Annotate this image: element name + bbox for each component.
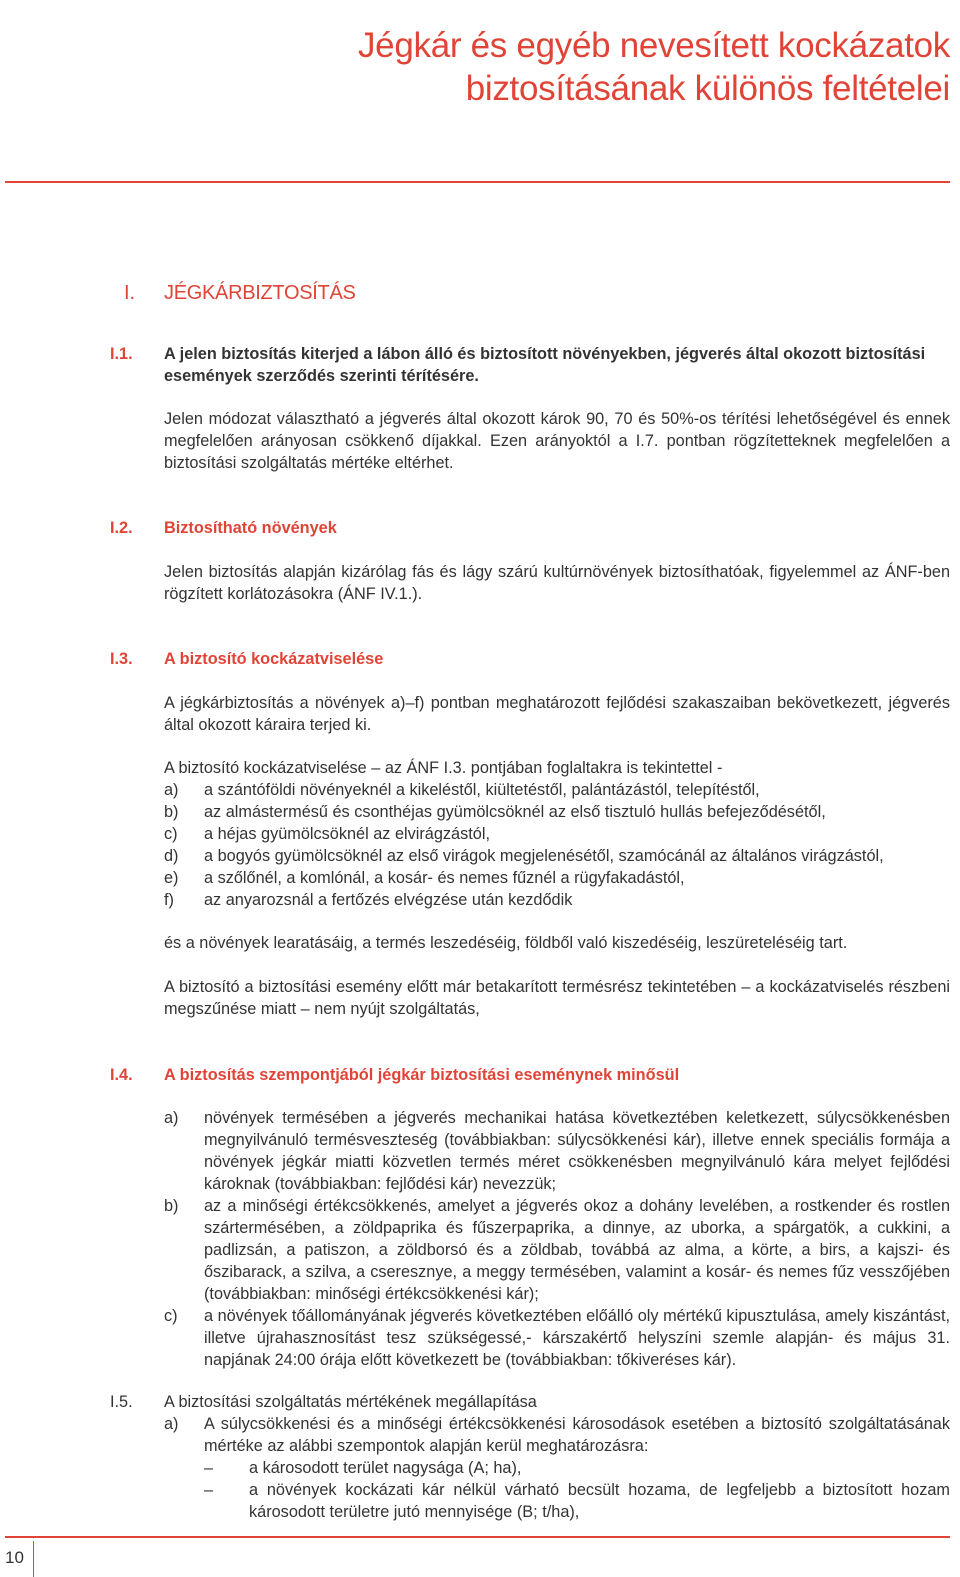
list-text: az almástermésű és csonthéjas gyümölcsöknél az első tisztuló hullás befejeződésétől, <box>204 803 826 821</box>
list-label: b) <box>164 803 179 821</box>
footer-tick <box>33 1541 34 1577</box>
clause-heading: Biztosítható növények <box>164 519 337 537</box>
section-number: I. <box>124 282 136 304</box>
footer-divider <box>5 1536 950 1538</box>
list-item <box>164 779 950 801</box>
clause-heading: A biztosító kockázatviselése <box>164 650 384 668</box>
list-text: a bogyós gyümölcsöknél az első virágok megjelenésétől, szamócánál az általános virágzástól, <box>204 847 884 865</box>
list-item <box>164 1195 950 1305</box>
list-text: A súlycsökkenési és a minőségi értékcsökkenési károsodások esetében a biztosító szolgáltatásának mértéke az alábbi szempontok alapján kerül meghatározásra: <box>204 1415 950 1455</box>
list-item <box>164 1305 950 1371</box>
list-text: az a minőségi értékcsökkenés, amelyet a jégverés okoz a dohány levelében, a rostkender és rostlen szártermésében, a zöldpaprika és fűszerpaprika, a dinnye, az uborka, a spárgatök, a cukkini, a padlizsán, a patiszon, a zöldborsó és a zöldbab, továbbá az alma, a körte, a birs, a kajszi- és őszibarack, a szilva, a cseresznye, a meggy termésében, valamint a kosár- és nemes fűz vesszőjében (továbbiakban: minőségi értékcsökkenési kár); <box>204 1197 950 1303</box>
list-label: a) <box>164 1109 179 1127</box>
list-item <box>164 867 950 889</box>
list-label: d) <box>164 847 179 865</box>
list-item <box>164 845 950 867</box>
list-label: b) <box>164 1197 179 1215</box>
paragraph: Jelen biztosítás alapján kizárólag fás és lágy szárú kultúrnövények biztosíthatóak, figyelemmel az ÁNF-ben rögzített korlátozásokra (ÁNF IV.1.). <box>164 563 950 603</box>
clause-number: I.2. <box>110 519 133 537</box>
list-label: a) <box>164 1415 179 1433</box>
paragraph: A biztosító a biztosítási esemény előtt már betakarított termésrész tekintetében – a kockázatviselés részbeni megszűnése miatt – nem nyújt szolgáltatás, <box>164 978 950 1018</box>
list-text: az anyarozsnál a fertőzés elvégzése után kezdődik <box>204 891 573 909</box>
list-item <box>164 1413 950 1457</box>
dash-text: a károsodott terület nagysága (A; ha), <box>249 1459 522 1477</box>
paragraph: A jégkárbiztosítás a növények a)–f) pontban meghatározott fejlődési szakaszaiban bekövetkezett, jégverés által okozott káraira terjed ki. <box>164 694 950 734</box>
list-item <box>164 801 950 823</box>
paragraph: Jelen módozat választható a jégverés által okozott károk 90, 70 és 50%-os térítési lehetőségével és ennek megfelelően arányosan csökkenő díjakkal. Ezen arányoktól a I.7. pontban rögzítetteknek megfelelően a biztosítási szolgáltatás mértéke eltérhet. <box>164 410 950 472</box>
section-title: JÉGKÁRBIZTOSÍTÁS <box>164 282 356 304</box>
clause-heading: A biztosítás szempontjából jégkár biztosítási eseménynek minősül <box>164 1066 680 1084</box>
list-label: c) <box>164 1307 178 1325</box>
title-line-1: Jégkár és egyéb nevesített kockázatok <box>357 26 950 65</box>
list-text: a szőlőnél, a komlónál, a kosár- és nemes fűznél a rügyfakadástól, <box>204 869 685 887</box>
clause-number: I.4. <box>110 1066 133 1084</box>
page-number: 10 <box>5 1548 24 1567</box>
list-label: f) <box>164 891 174 909</box>
list-item <box>164 889 950 911</box>
list-item <box>164 1107 950 1195</box>
clause-heading: A biztosítási szolgáltatás mértékének megállapítása <box>164 1393 537 1411</box>
paragraph: és a növények learatásáig, a termés leszedéséig, földből való kiszedéséig, leszüreteléséig tart. <box>164 934 848 952</box>
clause-heading: A jelen biztosítás kiterjed a lábon álló és biztosított növényekben, jégverés által okozott biztosítási események szerződés szerinti térítésére. <box>164 345 926 385</box>
dash-label: – <box>204 1481 214 1499</box>
header-divider <box>5 181 950 183</box>
dash-item <box>164 1457 950 1479</box>
document-title <box>358 24 950 110</box>
dash-item <box>164 1479 950 1523</box>
clause-number: I.5. <box>110 1393 133 1411</box>
list-text: növények termésében a jégverés mechanikai hatása következtében keletkezett, súlycsökkenésben megnyilvánuló termésveszteség (továbbiakban: súlycsökkenési kár), illetve ennek speciális formája a növények jégkár miatti közvetlen termés méret csökkenésben megnyilvánuló kára melyet fejlődési károknak (továbbiakban: fejlődési kár) nevezzük; <box>204 1109 950 1193</box>
clause-number: I.1. <box>110 345 133 363</box>
list-label: e) <box>164 869 179 887</box>
list-text: a növények tőállományának jégverés következtében előálló oly mértékű kipusztulása, amely kiszántást, illetve újrahasznosítást tesz szükségessé,- kárszakértő helyszíni szemle alapján- és május 31. napjának 24:00 órája előtt következett be (továbbiakban: tőkiveréses kár). <box>204 1307 950 1369</box>
list-item <box>164 823 950 845</box>
dash-label: – <box>204 1459 214 1477</box>
dash-text: a növények kockázati kár nélkül várható becsült hozama, de legfeljebb a biztosított hozam károsodott területre jutó mennyisége (B; t/ha), <box>249 1481 950 1521</box>
clause-number: I.3. <box>110 650 133 668</box>
list-text: a héjas gyümölcsöknél az elvirágzástól, <box>204 825 490 843</box>
title-line-2: biztosításának különös feltételei <box>465 69 950 108</box>
list-label: a) <box>164 781 179 799</box>
paragraph: A biztosító kockázatviselése – az ÁNF I.3. pontjában foglaltakra is tekintettel - <box>164 759 723 777</box>
list-label: c) <box>164 825 178 843</box>
list-text: a szántóföldi növényeknél a kikeléstől, kiültetéstől, palántázástól, telepítéstől, <box>204 781 760 799</box>
